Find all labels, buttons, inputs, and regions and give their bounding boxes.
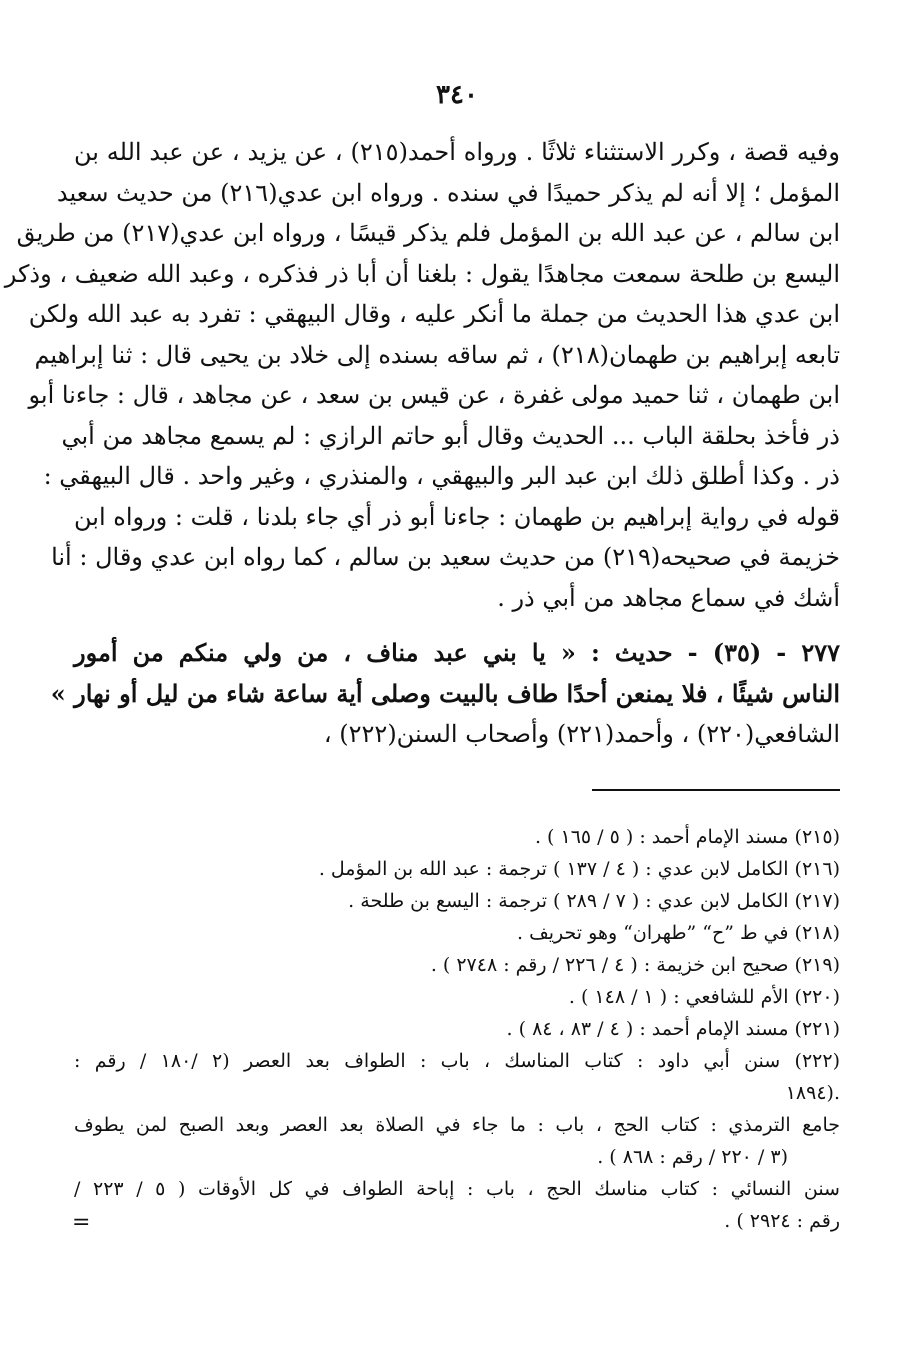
hadith-entry <box>50 632 841 755</box>
body-line: قوله في رواية إبراهيم بن طهمان : جاءنا أبو ذر أي جاء بلدنا ، قلت : ورواه ابن <box>74 502 841 531</box>
body-line: ابن سالم ، عن عبد الله بن المؤمل فلم يذكر قيسًا ، ورواه ابن عدي(٢١٧) من طريق <box>16 219 840 247</box>
body-line: المؤمل ؛ إلا أنه لم يذكر حميدًا في سنده . ورواه ابن عدي(٢١٦) من حديث سعيد <box>56 178 840 207</box>
body-line: تابعه إبراهيم بن طهمان(٢١٨) ، ثم ساقه بسنده إلى خلاد بن يحيى قال : ثنا إبراهيم <box>34 340 840 369</box>
hadith-heading-line: الناس شيئًا ، فلا يمنعن أحدًا طاف بالبيت وصلى أية ساعة شاء من ليل أو نهار » <box>50 679 840 708</box>
body-line: أشك في سماع مجاهد من أبي ذر . <box>497 583 840 612</box>
body-line: ابن عدي هذا الحديث من جملة ما أنكر عليه ، وقال البيهقي : تفرد به عبد الله ولكن <box>28 300 840 328</box>
footnote-continuation: .(١٨٩٤ <box>785 1082 840 1104</box>
footnote: (٢١٨) في ط ”ح“ ”طهران“ وهو تحريف . <box>517 922 840 944</box>
hadith-sources: الشافعي(٢٢٠) ، وأحمد(٢٢١) وأصحاب السنن(٢٢٢) ، <box>323 720 840 748</box>
body-line: خزيمة في صحيحه(٢١٩) من حديث سعيد بن سالم ، كما رواه ابن عدي وقال : أنا <box>51 543 840 571</box>
footnote: (٢٢٠) الأم للشافعي : ( ١ / ١٤٨ ) . <box>568 986 840 1008</box>
footnotes <box>74 821 840 1237</box>
footnote: (٢١٦) الكامل لابن عدي : ( ٤ / ١٣٧ ) ترجمة : عبد الله بن المؤمل . <box>318 858 840 880</box>
footnote: (٢١٧) الكامل لابن عدي : ( ٧ / ٢٨٩ ) ترجمة : اليسع بن طلحة . <box>348 890 840 912</box>
main-text <box>4 132 841 618</box>
body-line: ابن طهمان ، ثنا حميد مولى غفرة ، عن قيس بن سعد ، عن مجاهد ، قال : جاءنا أبو <box>28 381 840 409</box>
footnote-sub-entry: سنن النسائي : كتاب مناسك الحج ، باب : إباحة الطواف في كل الأوقات ( ٥ / ٢٢٣ / <box>74 1178 840 1200</box>
footnote-continuation: رقم : ٢٩٢٤ ) . <box>724 1210 840 1232</box>
body-line: ذر فأخذ بحلقة الباب ... الحديث وقال أبو حاتم الرازي : لم يسمع مجاهد من أبي <box>61 421 840 450</box>
footnote: (٢١٩) صحيح ابن خزيمة : ( ٤ / ٢٢٦ / رقم : ٢٧٤٨ ) . <box>430 954 840 976</box>
footnote: (٢١٥) مسند الإمام أحمد : ( ٥ / ١٦٥ ) . <box>534 826 840 848</box>
footnote: (٢٢١) مسند الإمام أحمد : ( ٤ / ٨٣ ، ٨٤ ) . <box>506 1018 840 1040</box>
hadith-heading-line: ٢٧٧ - (٣٥) - حديث : « يا بني عبد مناف ، من ولي منكم من أمور <box>74 638 841 667</box>
footnote-sub-entry: جامع الترمذي : كتاب الحج ، باب : ما جاء في الصلاة بعد العصر وبعد الصبح لمن يطوف <box>74 1114 840 1136</box>
continuation-mark: = <box>72 1210 91 1235</box>
page-number: ٣٤٠ <box>436 80 478 110</box>
footnote: (٢٢٢) سنن أبي داود : كتاب المناسك ، باب : الطواف بعد العصر (٢ /١٨٠ / رقم : <box>74 1050 840 1072</box>
body-line: ذر . وكذا أطلق ذلك ابن عبد البر والبيهقي ، والمنذري ، وغير واحد . قال البيهقي : <box>43 462 840 490</box>
body-line: وفيه قصة ، وكرر الاستثناء ثلاثًا . ورواه أحمد(٢١٥) ، عن يزيد ، عن عبد الله بن <box>74 138 840 166</box>
footnote-separator <box>592 789 840 791</box>
footnote-continuation: (٣ / ٢٢٠ / رقم : ٨٦٨ ) . <box>597 1146 788 1168</box>
body-line: اليسع بن طلحة سمعت مجاهدًا يقول : بلغنا أن أبا ذر فذكره ، وعبد الله ضعيف ، وذكر <box>4 259 840 288</box>
